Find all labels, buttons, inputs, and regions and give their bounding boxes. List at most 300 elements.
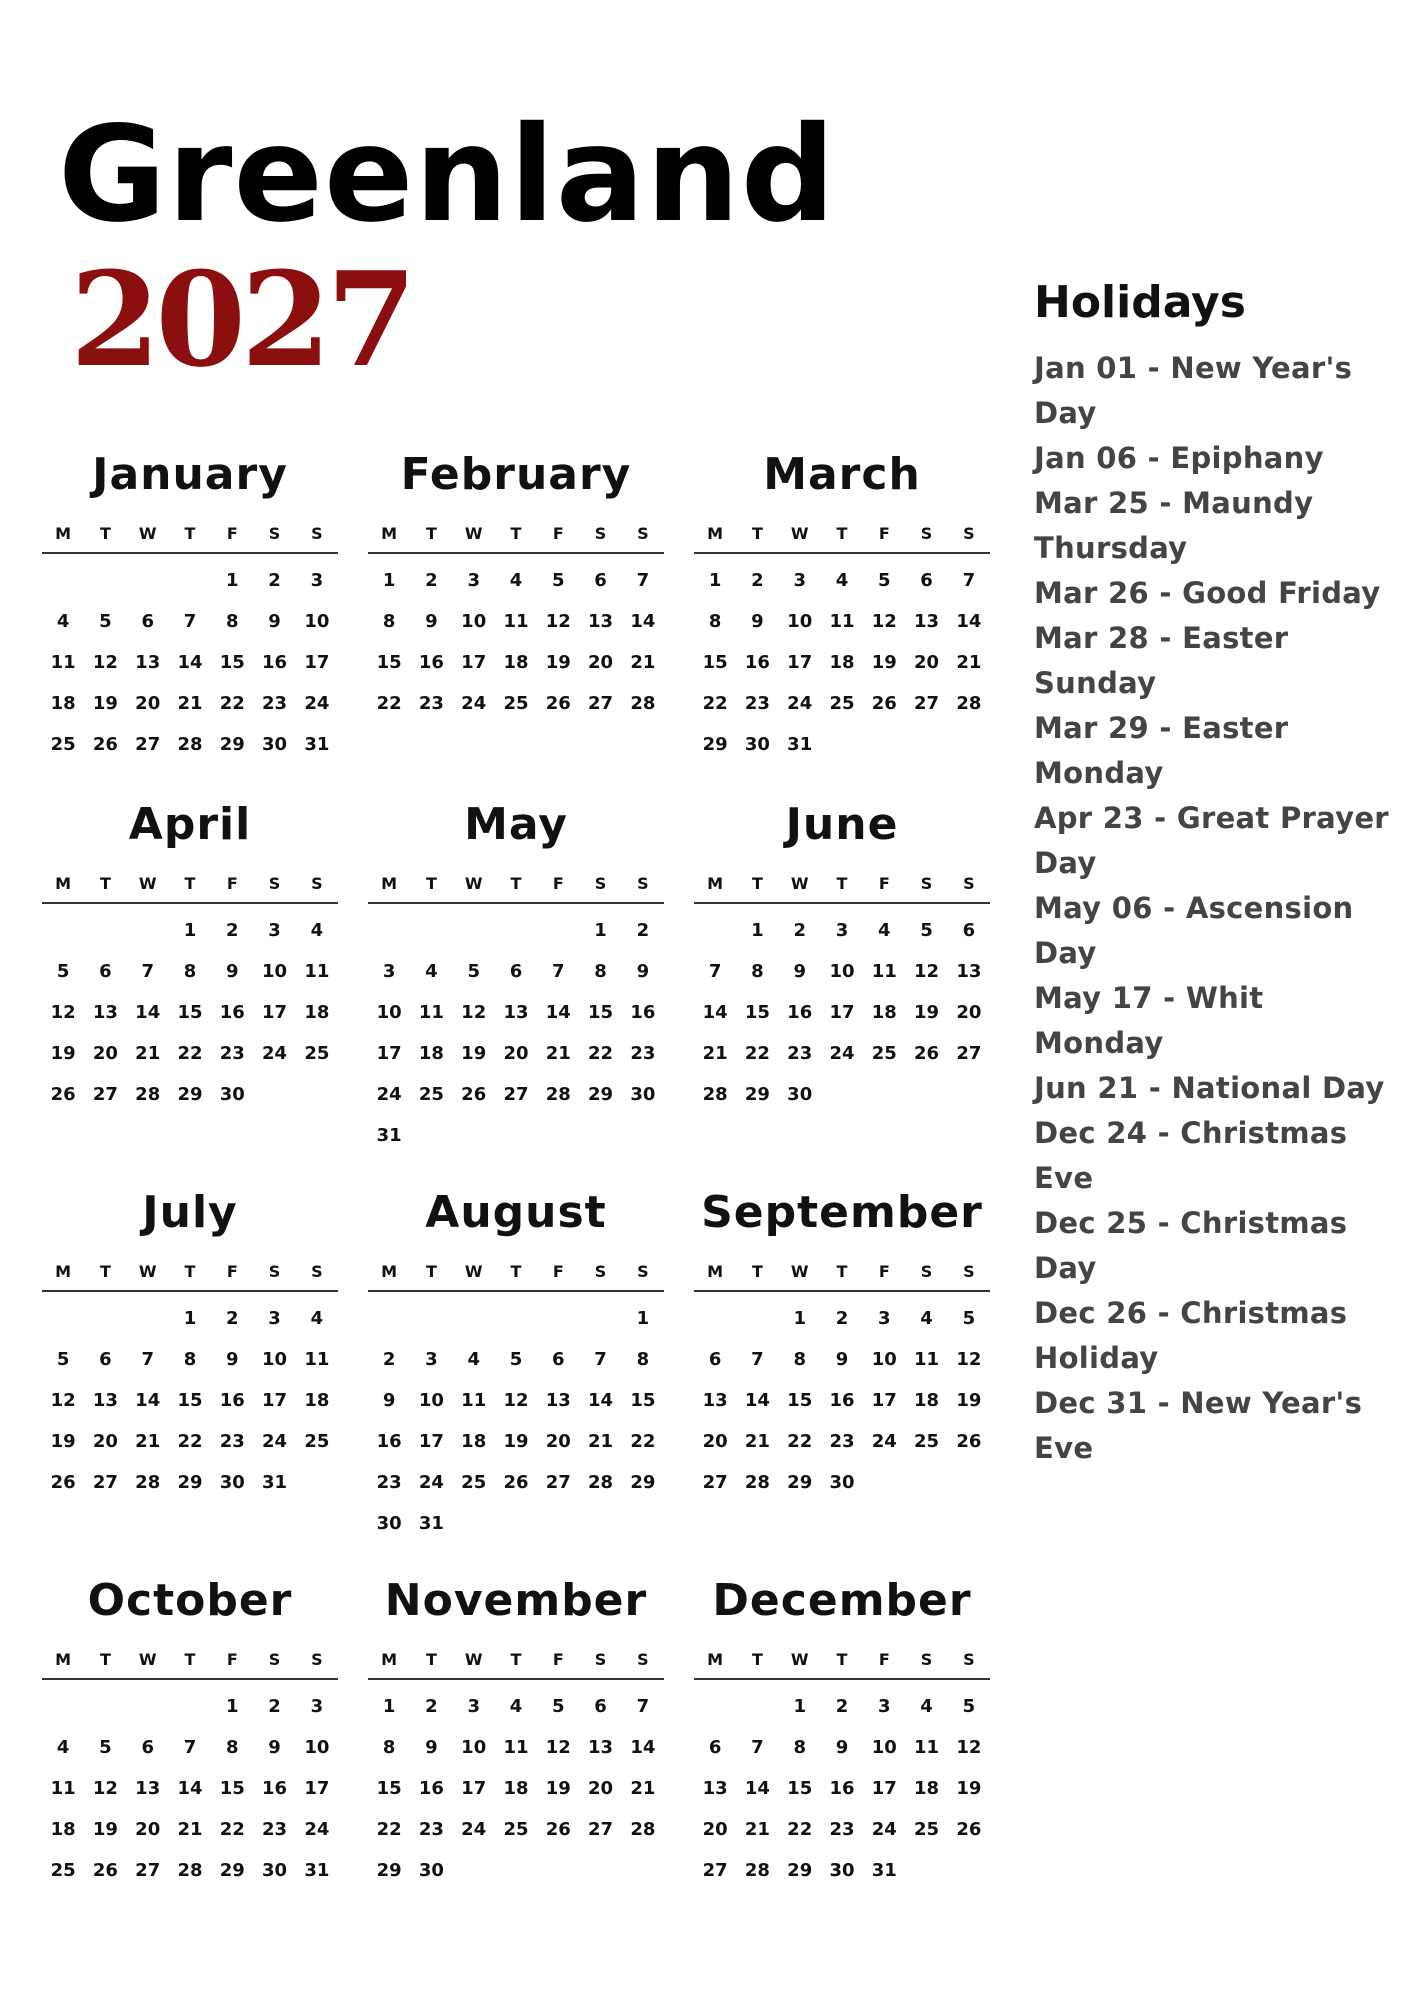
day-cell: 21 xyxy=(545,1043,571,1064)
weekday-label: S xyxy=(268,1262,281,1281)
day-cell: 16 xyxy=(630,1002,656,1023)
day-cell: 1 xyxy=(382,570,396,591)
day-cell: 24 xyxy=(829,1043,855,1064)
day-cell: 2 xyxy=(268,1696,281,1717)
day-cell: 9 xyxy=(835,1737,849,1758)
weekday-label: T xyxy=(425,874,437,893)
day-cell: 22 xyxy=(787,1431,813,1452)
day-cell: 24 xyxy=(461,693,487,714)
weekday-header xyxy=(368,866,664,904)
day-cell: 17 xyxy=(304,1778,330,1799)
weekday-label: T xyxy=(836,524,848,543)
day-cell: 16 xyxy=(829,1778,855,1799)
empty-day-cell xyxy=(42,1298,84,1339)
holidays-heading: Holidays xyxy=(1034,277,1246,328)
day-cell: 18 xyxy=(503,1778,529,1799)
day-cell: 23 xyxy=(418,693,444,714)
weekday-label: S xyxy=(963,1650,975,1669)
day-cell: 15 xyxy=(630,1390,656,1411)
day-cell: 26 xyxy=(92,734,118,755)
day-cell: 28 xyxy=(135,1084,161,1105)
day-cell: 16 xyxy=(262,652,288,673)
day-cell: 26 xyxy=(50,1472,76,1493)
day-cell: 24 xyxy=(262,1431,288,1452)
day-cell: 7 xyxy=(751,1737,764,1758)
day-cell: 2 xyxy=(382,1349,396,1370)
day-cell: 12 xyxy=(92,652,118,673)
day-cell: 2 xyxy=(636,920,650,941)
day-cell: 29 xyxy=(787,1860,813,1881)
month-title: April xyxy=(128,799,252,850)
month-title: October xyxy=(87,1575,293,1626)
day-cell: 29 xyxy=(787,1472,813,1493)
day-cell: 1 xyxy=(226,1696,239,1717)
day-cell: 21 xyxy=(630,652,656,673)
empty-day-cell xyxy=(410,910,452,951)
day-cell: 24 xyxy=(787,693,813,714)
day-cell: 14 xyxy=(545,1002,571,1023)
day-cell: 20 xyxy=(588,652,614,673)
month-title: June xyxy=(785,799,899,850)
day-cell: 18 xyxy=(503,652,529,673)
day-cell: 14 xyxy=(135,1390,161,1411)
day-cell: 3 xyxy=(835,920,849,941)
weekday-label: T xyxy=(425,1262,437,1281)
day-cell: 7 xyxy=(141,961,154,982)
day-cell: 19 xyxy=(92,693,118,714)
month-title: August xyxy=(425,1187,607,1238)
day-cell: 4 xyxy=(310,920,324,941)
day-cell: 12 xyxy=(503,1390,529,1411)
empty-day-cell xyxy=(694,1686,736,1727)
day-cell: 6 xyxy=(962,920,976,941)
day-cell: 27 xyxy=(914,693,940,714)
calendar-title: Greenland xyxy=(58,98,837,252)
empty-day-cell xyxy=(84,560,126,601)
weekday-label: F xyxy=(226,874,238,893)
weekday-label: F xyxy=(878,1650,890,1669)
day-cell: 31 xyxy=(304,1860,330,1881)
holiday-item: Mar 28 - Easter Sunday xyxy=(1034,621,1289,700)
weekday-label: M xyxy=(707,1262,724,1281)
day-cell: 27 xyxy=(588,1819,614,1840)
weekday-label: F xyxy=(552,524,564,543)
day-cell: 11 xyxy=(50,652,76,673)
weekday-label: M xyxy=(381,1650,398,1669)
weekday-label: W xyxy=(138,1650,157,1669)
empty-day-cell xyxy=(368,1298,410,1339)
day-cell: 19 xyxy=(956,1778,982,1799)
day-cell: 4 xyxy=(920,1696,933,1717)
weekday-label: T xyxy=(836,1650,848,1669)
day-cell: 1 xyxy=(751,920,764,941)
day-cell: 22 xyxy=(219,693,245,714)
weekday-label: T xyxy=(836,874,848,893)
day-cell: 14 xyxy=(702,1002,728,1023)
day-cell: 8 xyxy=(751,961,764,982)
day-cell: 1 xyxy=(226,570,239,591)
weekday-label: T xyxy=(184,1262,196,1281)
day-cell: 12 xyxy=(545,611,571,632)
weekday-label: W xyxy=(464,524,483,543)
day-cell: 4 xyxy=(467,1349,480,1370)
day-cell: 11 xyxy=(304,961,330,982)
day-cell: 14 xyxy=(177,652,203,673)
day-cell: 12 xyxy=(914,961,940,982)
day-cell: 25 xyxy=(461,1472,487,1493)
holiday-list xyxy=(1034,346,1394,1471)
weekday-label: W xyxy=(790,1262,809,1281)
day-cell: 17 xyxy=(871,1390,897,1411)
day-cell: 22 xyxy=(787,1819,813,1840)
day-cell: 4 xyxy=(56,611,70,632)
day-cell: 16 xyxy=(829,1390,855,1411)
day-grid xyxy=(42,910,338,1115)
weekday-label: T xyxy=(510,1262,522,1281)
day-cell: 31 xyxy=(262,1472,288,1493)
day-grid xyxy=(368,910,664,1156)
day-cell: 13 xyxy=(702,1778,728,1799)
day-cell: 29 xyxy=(177,1084,203,1105)
day-cell: 10 xyxy=(376,1002,402,1023)
empty-day-cell xyxy=(127,560,169,601)
day-cell: 2 xyxy=(835,1308,849,1329)
day-cell: 6 xyxy=(509,961,523,982)
day-cell: 18 xyxy=(829,652,855,673)
day-cell: 5 xyxy=(467,961,480,982)
weekday-label: S xyxy=(920,1262,933,1281)
weekday-label: T xyxy=(184,524,196,543)
day-cell: 5 xyxy=(99,611,112,632)
day-cell: 11 xyxy=(304,1349,330,1370)
day-cell: 9 xyxy=(835,1349,849,1370)
day-cell: 28 xyxy=(702,1084,728,1105)
day-cell: 10 xyxy=(461,1737,487,1758)
day-cell: 3 xyxy=(268,1308,281,1329)
empty-day-cell xyxy=(694,910,736,951)
day-cell: 23 xyxy=(219,1431,245,1452)
weekday-header xyxy=(368,1254,664,1292)
empty-day-cell xyxy=(84,1298,126,1339)
day-cell: 31 xyxy=(376,1125,402,1146)
day-cell: 2 xyxy=(268,570,281,591)
day-cell: 1 xyxy=(793,1696,806,1717)
day-grid xyxy=(694,560,990,765)
day-cell: 30 xyxy=(630,1084,656,1105)
day-cell: 13 xyxy=(545,1390,571,1411)
day-cell: 5 xyxy=(552,1696,565,1717)
day-grid xyxy=(42,1686,338,1891)
holidays-panel xyxy=(1034,270,1394,1471)
day-cell: 25 xyxy=(503,693,529,714)
empty-day-cell xyxy=(127,910,169,951)
day-cell: 8 xyxy=(793,1349,806,1370)
day-cell: 30 xyxy=(744,734,770,755)
weekday-label: S xyxy=(268,1650,281,1669)
day-cell: 18 xyxy=(50,1819,76,1840)
empty-day-cell xyxy=(84,910,126,951)
day-cell: 6 xyxy=(99,1349,112,1370)
day-cell: 29 xyxy=(588,1084,614,1105)
weekday-label: S xyxy=(311,524,323,543)
day-cell: 26 xyxy=(871,693,897,714)
day-cell: 19 xyxy=(50,1431,76,1452)
day-cell: 18 xyxy=(304,1002,330,1023)
day-cell: 20 xyxy=(545,1431,571,1452)
day-cell: 2 xyxy=(226,920,239,941)
day-cell: 3 xyxy=(268,920,281,941)
day-cell: 3 xyxy=(878,1308,891,1329)
day-cell: 8 xyxy=(226,1737,239,1758)
day-cell: 16 xyxy=(744,652,770,673)
weekday-header xyxy=(694,866,990,904)
day-cell: 15 xyxy=(177,1002,203,1023)
empty-day-cell xyxy=(495,1298,537,1339)
weekday-label: W xyxy=(464,1262,483,1281)
weekday-header xyxy=(694,1642,990,1680)
month-april xyxy=(42,800,338,1115)
day-cell: 23 xyxy=(787,1043,813,1064)
day-cell: 20 xyxy=(92,1431,118,1452)
day-cell: 15 xyxy=(376,652,402,673)
holiday-item: May 06 - Ascension Day xyxy=(1034,891,1354,970)
day-cell: 26 xyxy=(914,1043,940,1064)
day-cell: 24 xyxy=(262,1043,288,1064)
day-cell: 30 xyxy=(829,1472,855,1493)
day-cell: 5 xyxy=(99,1737,112,1758)
weekday-label: S xyxy=(963,874,975,893)
day-cell: 14 xyxy=(630,1737,656,1758)
holiday-item: Mar 25 - Maundy Thursday xyxy=(1034,486,1314,565)
day-cell: 3 xyxy=(878,1696,891,1717)
day-cell: 4 xyxy=(509,1696,523,1717)
empty-day-cell xyxy=(694,1298,736,1339)
day-cell: 8 xyxy=(594,961,607,982)
weekday-header xyxy=(42,1642,338,1680)
day-cell: 22 xyxy=(702,693,728,714)
holiday-item: May 17 - Whit Monday xyxy=(1034,981,1264,1060)
month-title: February xyxy=(400,449,632,500)
day-cell: 27 xyxy=(92,1472,118,1493)
day-cell: 24 xyxy=(304,693,330,714)
day-cell: 8 xyxy=(708,611,722,632)
day-cell: 9 xyxy=(425,1737,438,1758)
day-cell: 12 xyxy=(956,1737,982,1758)
day-cell: 31 xyxy=(418,1513,444,1534)
day-cell: 15 xyxy=(219,652,245,673)
day-cell: 20 xyxy=(588,1778,614,1799)
day-cell: 8 xyxy=(183,961,197,982)
day-cell: 14 xyxy=(630,611,656,632)
weekday-label: S xyxy=(594,874,607,893)
holiday-item: Dec 24 - Christmas Eve xyxy=(1034,1116,1348,1195)
day-cell: 8 xyxy=(183,1349,197,1370)
empty-day-cell xyxy=(537,910,579,951)
day-cell: 1 xyxy=(183,1308,197,1329)
weekday-label: M xyxy=(381,1262,398,1281)
weekday-label: W xyxy=(790,1650,809,1669)
day-cell: 23 xyxy=(630,1043,656,1064)
day-cell: 16 xyxy=(418,652,444,673)
day-cell: 5 xyxy=(56,961,70,982)
day-cell: 20 xyxy=(135,1819,161,1840)
day-cell: 10 xyxy=(871,1349,897,1370)
day-cell: 18 xyxy=(50,693,76,714)
day-cell: 27 xyxy=(956,1043,982,1064)
empty-day-cell xyxy=(127,1298,169,1339)
day-cell: 12 xyxy=(92,1778,118,1799)
day-cell: 2 xyxy=(226,1308,239,1329)
day-cell: 26 xyxy=(545,693,571,714)
day-cell: 6 xyxy=(920,570,933,591)
empty-day-cell xyxy=(42,1686,84,1727)
month-september xyxy=(694,1188,990,1503)
day-cell: 7 xyxy=(183,1737,197,1758)
month-title: September xyxy=(701,1187,983,1238)
weekday-label: T xyxy=(184,1650,196,1669)
day-cell: 11 xyxy=(914,1737,940,1758)
day-cell: 5 xyxy=(56,1349,70,1370)
day-cell: 27 xyxy=(702,1472,728,1493)
day-cell: 22 xyxy=(588,1043,614,1064)
day-cell: 9 xyxy=(226,1349,239,1370)
day-cell: 18 xyxy=(461,1431,487,1452)
day-cell: 6 xyxy=(99,961,112,982)
day-cell: 10 xyxy=(304,1737,330,1758)
day-cell: 28 xyxy=(588,1472,614,1493)
day-cell: 1 xyxy=(183,920,197,941)
empty-day-cell xyxy=(169,1686,211,1727)
day-cell: 7 xyxy=(636,1696,650,1717)
weekday-label: W xyxy=(790,874,809,893)
day-cell: 13 xyxy=(92,1390,118,1411)
day-cell: 27 xyxy=(545,1472,571,1493)
month-october xyxy=(42,1576,338,1891)
holiday-item: Dec 31 - New Year's Eve xyxy=(1034,1386,1363,1465)
day-cell: 14 xyxy=(744,1778,770,1799)
day-cell: 6 xyxy=(594,570,607,591)
day-cell: 18 xyxy=(871,1002,897,1023)
holiday-item: Mar 29 - Easter Monday xyxy=(1034,711,1289,790)
day-cell: 29 xyxy=(702,734,728,755)
day-cell: 20 xyxy=(702,1819,728,1840)
day-cell: 25 xyxy=(829,693,855,714)
day-cell: 14 xyxy=(177,1778,203,1799)
holiday-item: Mar 26 - Good Friday xyxy=(1034,576,1381,610)
day-cell: 28 xyxy=(177,1860,203,1881)
day-grid xyxy=(368,1686,664,1891)
day-cell: 24 xyxy=(304,1819,330,1840)
day-cell: 1 xyxy=(636,1308,650,1329)
day-cell: 21 xyxy=(630,1778,656,1799)
day-cell: 15 xyxy=(219,1778,245,1799)
day-cell: 19 xyxy=(914,1002,940,1023)
month-august xyxy=(368,1188,664,1544)
day-cell: 29 xyxy=(177,1472,203,1493)
day-cell: 15 xyxy=(177,1390,203,1411)
day-cell: 6 xyxy=(141,1737,154,1758)
day-cell: 12 xyxy=(545,1737,571,1758)
month-november xyxy=(368,1576,664,1891)
day-cell: 15 xyxy=(376,1778,402,1799)
day-cell: 11 xyxy=(871,961,897,982)
day-cell: 9 xyxy=(751,611,764,632)
day-cell: 6 xyxy=(141,611,154,632)
day-cell: 20 xyxy=(956,1002,982,1023)
weekday-label: T xyxy=(751,524,763,543)
day-cell: 19 xyxy=(871,652,897,673)
day-cell: 23 xyxy=(376,1472,402,1493)
weekday-label: W xyxy=(138,524,157,543)
day-cell: 29 xyxy=(744,1084,770,1105)
day-cell: 17 xyxy=(304,652,330,673)
empty-day-cell xyxy=(537,1298,579,1339)
day-cell: 3 xyxy=(310,1696,324,1717)
day-cell: 4 xyxy=(509,570,523,591)
day-cell: 22 xyxy=(376,1819,402,1840)
weekday-header xyxy=(368,516,664,554)
day-cell: 23 xyxy=(262,1819,288,1840)
day-cell: 17 xyxy=(461,1778,487,1799)
weekday-label: T xyxy=(510,874,522,893)
day-cell: 13 xyxy=(503,1002,529,1023)
weekday-label: M xyxy=(55,874,72,893)
empty-day-cell xyxy=(410,1298,452,1339)
weekday-label: S xyxy=(311,1262,323,1281)
month-december xyxy=(694,1576,990,1891)
day-grid xyxy=(368,1298,664,1544)
day-cell: 13 xyxy=(588,611,614,632)
weekday-label: S xyxy=(920,874,933,893)
day-cell: 30 xyxy=(787,1084,813,1105)
day-cell: 18 xyxy=(914,1390,940,1411)
day-cell: 24 xyxy=(376,1084,402,1105)
empty-day-cell xyxy=(42,910,84,951)
day-cell: 31 xyxy=(871,1860,897,1881)
weekday-label: S xyxy=(268,874,281,893)
day-cell: 30 xyxy=(219,1472,245,1493)
holiday-item: Dec 25 - Christmas Day xyxy=(1034,1206,1348,1285)
day-cell: 27 xyxy=(702,1860,728,1881)
month-july xyxy=(42,1188,338,1503)
day-cell: 19 xyxy=(461,1043,487,1064)
weekday-label: T xyxy=(425,524,437,543)
day-cell: 22 xyxy=(177,1431,203,1452)
day-cell: 29 xyxy=(219,734,245,755)
empty-day-cell xyxy=(169,560,211,601)
day-cell: 22 xyxy=(630,1431,656,1452)
weekday-label: S xyxy=(637,1262,649,1281)
weekday-header xyxy=(368,1642,664,1680)
day-cell: 17 xyxy=(418,1431,444,1452)
day-cell: 13 xyxy=(135,652,161,673)
day-cell: 3 xyxy=(467,1696,480,1717)
month-june xyxy=(694,800,990,1115)
day-cell: 25 xyxy=(50,734,76,755)
weekday-label: M xyxy=(707,1650,724,1669)
empty-day-cell xyxy=(736,1686,778,1727)
weekday-label: F xyxy=(552,1262,564,1281)
day-cell: 7 xyxy=(141,1349,154,1370)
day-cell: 13 xyxy=(588,1737,614,1758)
day-cell: 9 xyxy=(636,961,650,982)
month-march xyxy=(694,450,990,765)
day-cell: 20 xyxy=(503,1043,529,1064)
day-cell: 7 xyxy=(552,961,565,982)
day-cell: 13 xyxy=(92,1002,118,1023)
day-cell: 23 xyxy=(829,1819,855,1840)
weekday-label: W xyxy=(138,874,157,893)
